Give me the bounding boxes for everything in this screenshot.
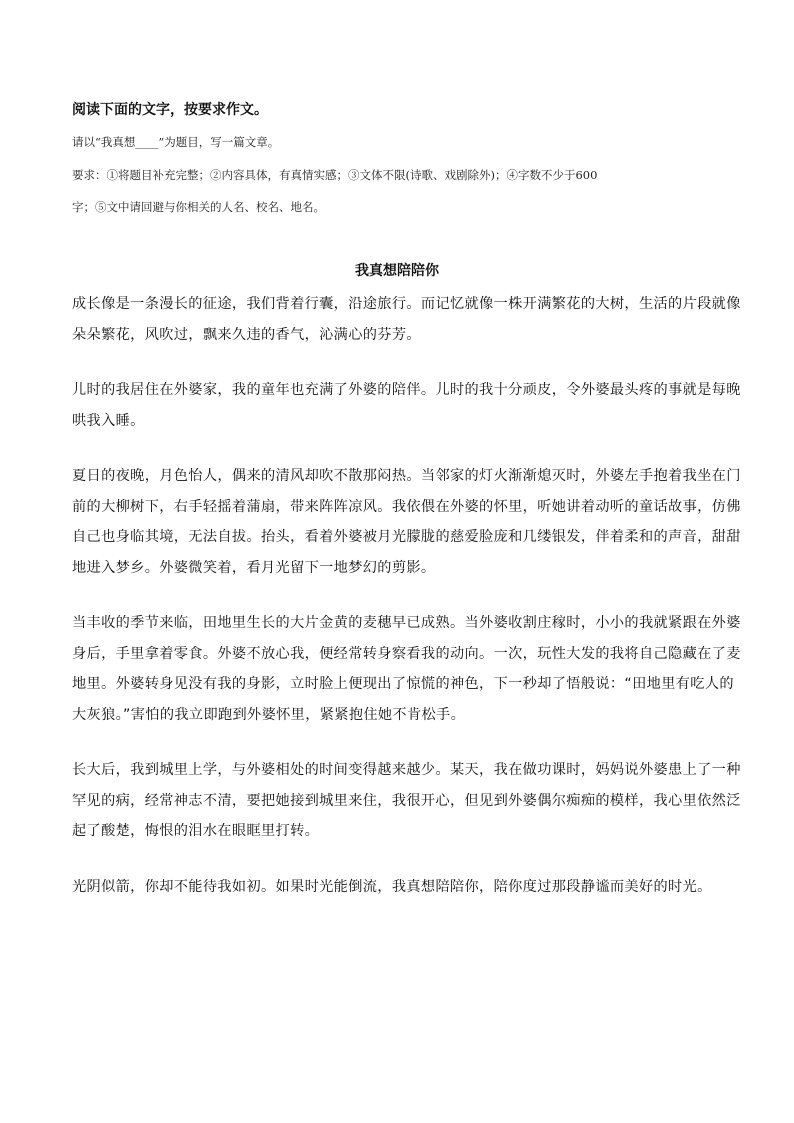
paragraph-line: 前的大柳树下，右手轻摇着蒲扇，带来阵阵凉风。我依偎在外婆的怀里，听她讲着动听的童话故事，仿佛: [72, 498, 741, 515]
essay-title: 我真想陪陪你: [355, 263, 439, 279]
instruction-heading: 阅读下面的文字，按要求作文。: [72, 102, 268, 118]
paragraph-line: 罕见的病，经常神志不清，要把她接到城里来住，我很开心，但见到外婆偶尔痴痴的模样，我心里依然泛: [72, 792, 741, 809]
paragraph-line: 朵朵繁花，风吹过，飘来久违的香气，沁满心的芬芳。: [72, 326, 421, 343]
essay-paragraph: [72, 461, 741, 583]
essay-paragraph: [72, 872, 724, 903]
essay-paragraph: [72, 375, 741, 436]
essay-body: [72, 289, 741, 927]
paragraph-line: 成长像是一条漫长的征途，我们背着行囊，沿途旅行。而记忆就像一株开满繁花的大树，生活的片段就像: [72, 296, 741, 312]
paragraph-line: 自己也身临其境，无法自拔。抬头，看着外婆被月光朦胧的慈爱脸庞和几缕银发，伴着柔和的声音，甜甜: [72, 529, 741, 545]
instruction-requirements: 要求：①将题目补充完整；②内容具体，有真情实感；③文体不限(诗歌、戏剧除外)；④字数不少于600: [72, 168, 598, 182]
paragraph-line: 光阴似箭，你却不能待我如初。如果时光能倒流，我真想陪陪你，陪你度过那段静谧而美好的时光。: [72, 878, 712, 895]
paragraph-line: 夏日的夜晚，月色怡人，偶来的清风却吹不散那闷热。当邻家的灯火渐渐熄灭时，外婆左手抱着我坐在门: [72, 468, 741, 484]
paragraph-line: 儿时的我居住在外婆家，我的童年也充满了外婆的陪伴。儿时的我十分顽皮，令外婆最头疼的事就是每晚: [72, 382, 741, 398]
paragraph-line: 大灰狼。”害怕的我立即跑到外婆怀里，紧紧抱住她不肯松手。: [72, 706, 466, 723]
paragraph-line: 当丰收的季节来临，田地里生长的大片金黄的麦穗早已成熟。当外婆收割庄稼时，小小的我就紧跟在外婆: [72, 615, 741, 631]
essay-paragraph: [72, 289, 741, 350]
paragraph-line: 地进入梦乡。外婆微笑着，看月光留下一地梦幻的剪影。: [72, 559, 436, 576]
paragraph-line: 哄我入睡。: [72, 412, 145, 429]
paragraph-line: 身后，手里拿着零食。外婆不放心我，便经常转身察看我的动向。一次，玩性大发的我将自己隐藏在了麦: [72, 645, 741, 662]
paragraph-line: 地里。外婆转身见没有我的身影，立时脸上便现出了惊慌的神色，下一秒却了悟般说：“田地里有吃人的: [72, 676, 734, 692]
instruction-requirements-continued: 字；⑤文中请回避与你相关的人名、校名、地名。: [72, 200, 325, 214]
instruction-prompt: 请以“我真想____”为题目，写一篇文章。: [72, 135, 280, 149]
essay-paragraph: [72, 608, 741, 730]
paragraph-line: 长大后，我到城里上学，与外婆相处的时间变得越来越少。某天，我在做功课时，妈妈说外婆患上了一种: [72, 762, 741, 778]
paragraph-line: 起了酸楚，悔恨的泪水在眼眶里打转。: [72, 823, 320, 839]
essay-paragraph: [72, 755, 741, 847]
